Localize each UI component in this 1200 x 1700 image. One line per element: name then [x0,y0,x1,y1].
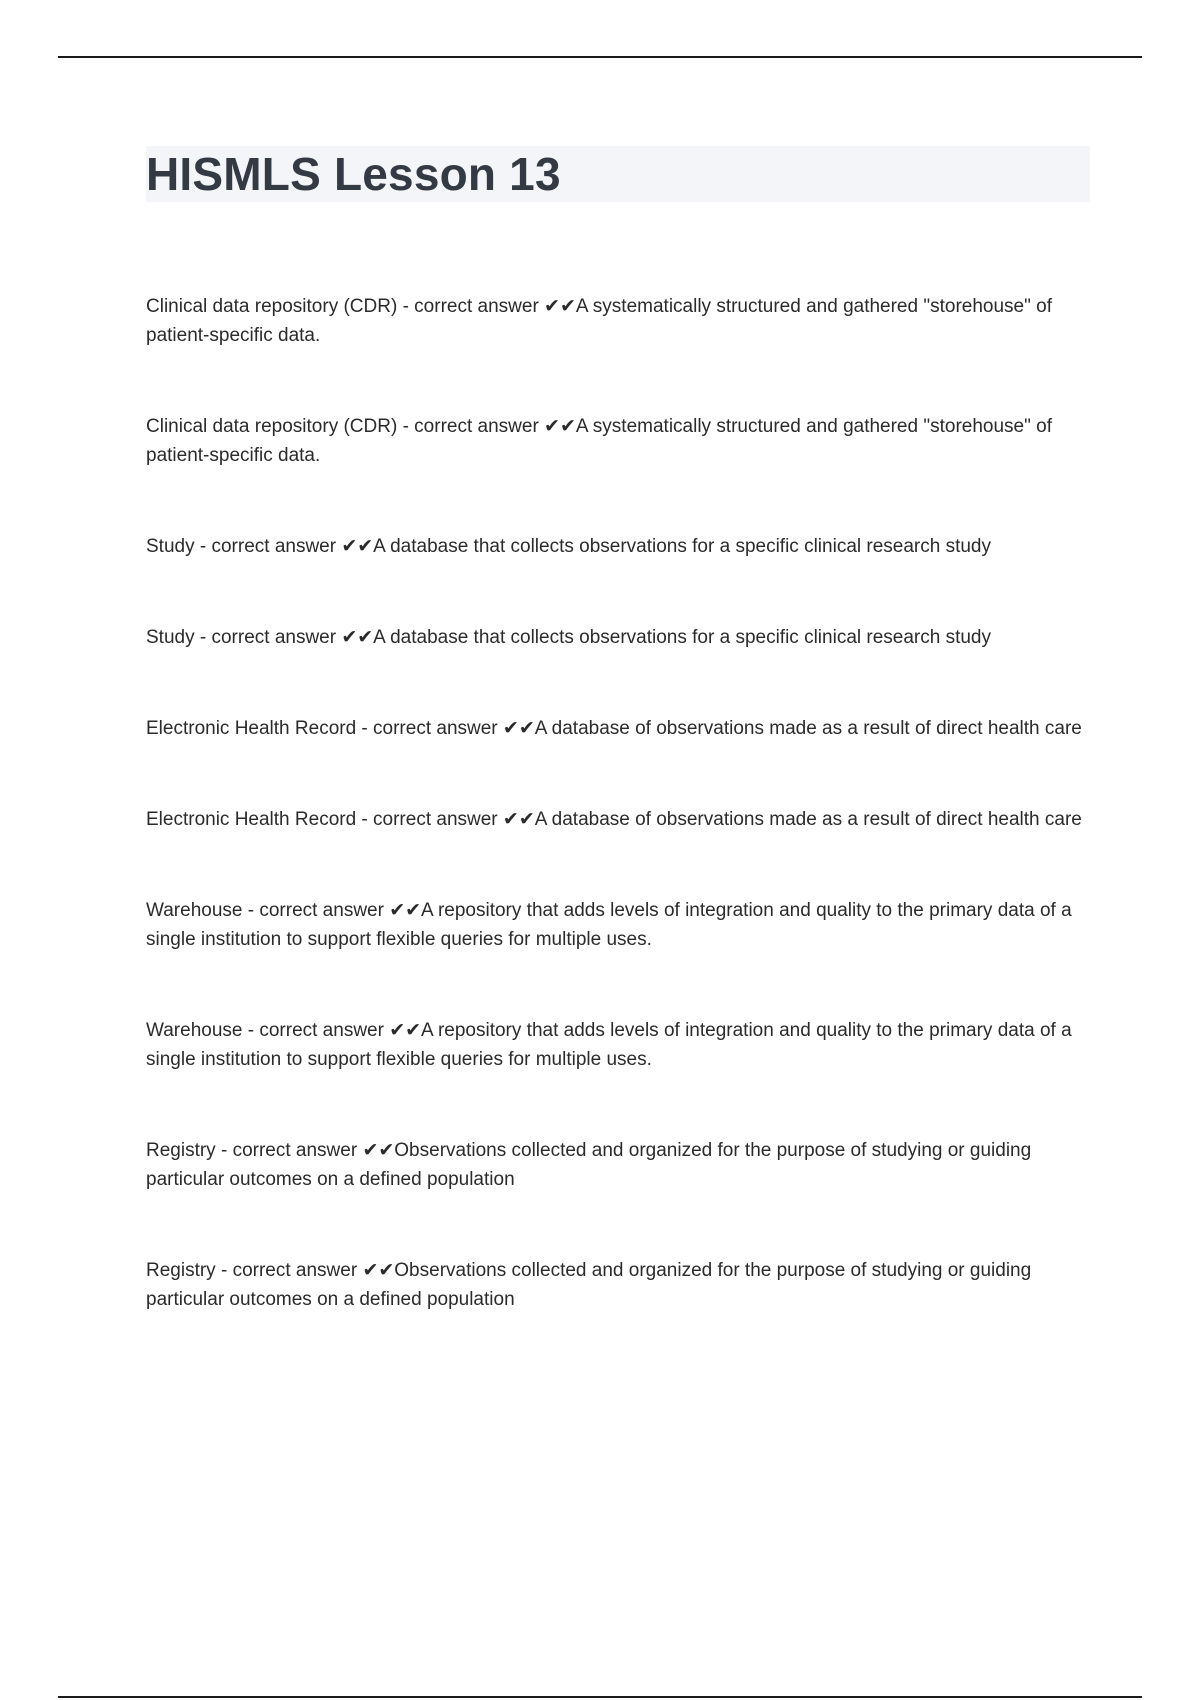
flashcard-entry: Study - correct answer ✔✔A database that collects observations for a specific clinical research study [146,627,991,648]
flashcard-entry: Clinical data repository (CDR) - correct answer ✔✔A systematically structured and gathered "storehouse" of patient-specific data. [146,416,1052,466]
top-divider [58,56,1142,58]
flashcard-entry: Registry - correct answer ✔✔Observations collected and organized for the purpose of studying or guiding particular outcomes on a defined population [146,1260,1032,1310]
flashcard-entry: Warehouse - correct answer ✔✔A repository that adds levels of integration and quality to the primary data of a single institution to support flexible queries for multiple uses. [146,900,1072,950]
flashcard-entry: Clinical data repository (CDR) - correct answer ✔✔A systematically structured and gathered "storehouse" of patient-specific data. [146,296,1052,346]
flashcard-list [146,292,1086,1376]
flashcard-entry: Warehouse - correct answer ✔✔A repository that adds levels of integration and quality to the primary data of a single institution to support flexible queries for multiple uses. [146,1020,1072,1070]
flashcard-entry: Study - correct answer ✔✔A database that collects observations for a specific clinical research study [146,536,991,557]
flashcard-entry: Electronic Health Record - correct answer ✔✔A database of observations made as a result of direct health care [146,718,1082,739]
bottom-divider [58,1696,1142,1698]
flashcard-entry: Electronic Health Record - correct answer ✔✔A database of observations made as a result of direct health care [146,809,1082,830]
flashcard-entry: Registry - correct answer ✔✔Observations collected and organized for the purpose of studying or guiding particular outcomes on a defined population [146,1140,1032,1190]
document-title: HISMLS Lesson 13 [146,148,561,200]
